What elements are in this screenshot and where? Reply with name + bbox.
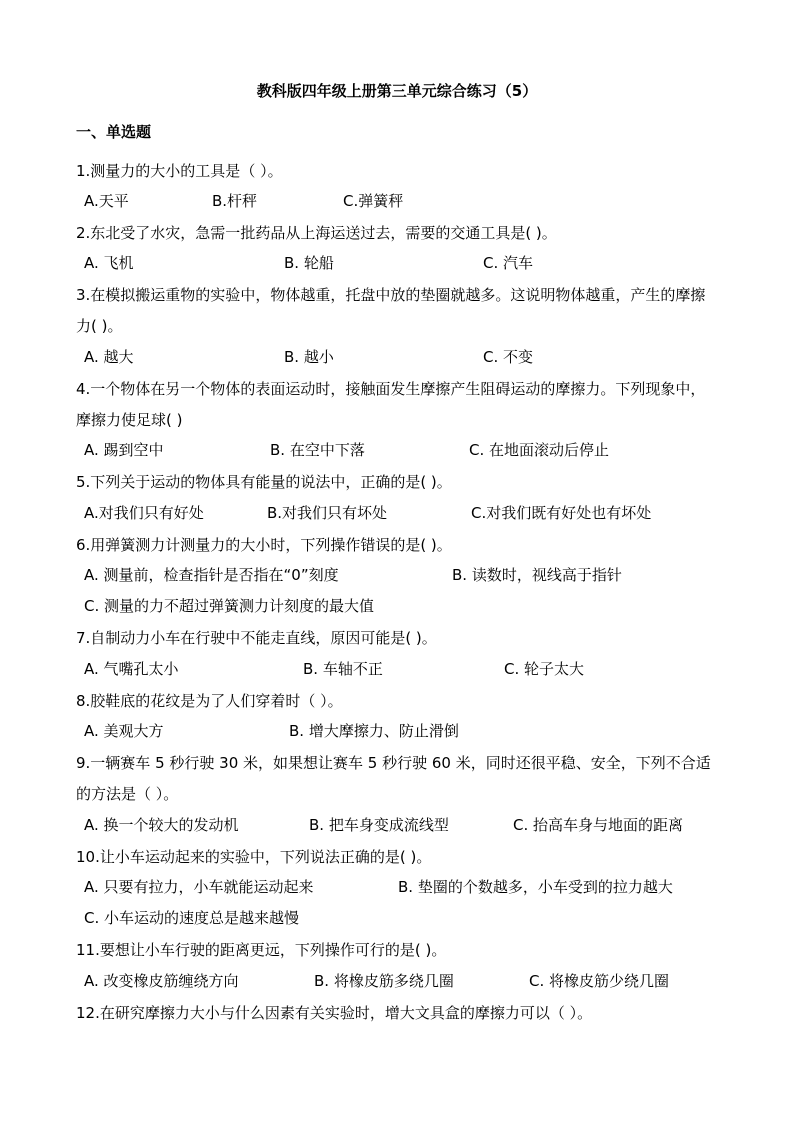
question-stem: 8.胶鞋底的花纹是为了人们穿着时（ ）。 [76,692,343,710]
question-stem: 7.自制动力小车在行驶中不能走直线，原因可能是( )。 [76,629,437,647]
option-c: C.对我们既有好处也有坏处 [471,504,652,522]
question-stem: 2.东北受了水灾，急需一批药品从上海运送过去，需要的交通工具是( )。 [76,224,557,242]
question-stem: 9.一辆赛车 5 秒行驶 30 米，如果想让赛车 5 秒行驶 60 米，同时还很平稳、安全，下列不合适的方法是（ ）。 [76,754,711,803]
option-a: A.对我们只有好处 [84,504,204,522]
option-a: A. 飞机 [84,254,134,272]
option-a: A. 测量前，检查指针是否指在“0”刻度 [84,566,339,584]
question-stem: 3.在模拟搬运重物的实验中，物体越重，托盘中放的垫圈就越多。这说明物体越重，产生的摩擦力( )。 [76,286,706,335]
option-b: B.杆秤 [212,192,258,210]
option-a: A. 换一个较大的发动机 [84,816,239,834]
option-b: B. 在空中下落 [270,441,365,459]
question-stem: 6.用弹簧测力计测量力的大小时，下列操作错误的是( )。 [76,536,452,554]
page-title: 教科版四年级上册第三单元综合练习（5） [256,82,538,100]
option-b: B. 车轴不正 [303,660,383,678]
option-a: A. 踢到空中 [84,441,164,459]
question-stem: 12.在研究摩擦力大小与什么因素有关实验时，增大文具盒的摩擦力可以（ ）。 [76,1004,593,1022]
option-b: B. 垫圈的个数越多，小车受到的拉力越大 [398,878,673,896]
option-c: C. 小车运动的速度总是越来越慢 [84,909,300,927]
option-b: B. 越小 [284,348,334,366]
option-c: C. 将橡皮筋少绕几圈 [529,972,670,990]
option-b: B. 将橡皮筋多绕几圈 [314,972,454,990]
option-c: C. 测量的力不超过弹簧测力计刻度的最大值 [84,597,375,615]
option-a: A. 美观大方 [84,722,164,740]
option-b: B.对我们只有坏处 [267,504,388,522]
option-b: B. 轮船 [284,254,334,272]
question-stem: 11.要想让小车行驶的距离更远，下列操作可行的是( )。 [76,941,447,959]
option-c: C. 在地面滚动后停止 [469,441,610,459]
section-heading: 一、单选题 [76,123,152,141]
question-stem: 4.一个物体在另一个物体的表面运动时，接触面发生摩擦产生阻碍运动的摩擦力。下列现象中，摩擦力使足球( ) [76,380,706,429]
option-c: C. 汽车 [483,254,534,272]
option-a: A. 越大 [84,348,134,366]
option-b: B. 读数时，视线高于指针 [452,566,622,584]
option-c: C.弹簧秤 [343,192,404,210]
option-a: A. 改变橡皮筋缠绕方向 [84,972,239,990]
option-b: B. 把车身变成流线型 [309,816,449,834]
option-c: C. 轮子太大 [504,660,585,678]
question-stem: 1.测量力的大小的工具是（ ）。 [76,162,283,180]
option-a: A. 气嘴孔太小 [84,660,179,678]
option-b: B. 增大摩擦力、防止滑倒 [289,722,459,740]
option-c: C. 抬高车身与地面的距离 [513,816,684,834]
option-a: A. 只要有拉力，小车就能运动起来 [84,878,314,896]
question-stem: 10.让小车运动起来的实验中，下列说法正确的是( )。 [76,848,432,866]
option-a: A.天平 [84,192,129,210]
question-stem: 5.下列关于运动的物体具有能量的说法中，正确的是( )。 [76,473,452,491]
option-c: C. 不变 [483,348,534,366]
